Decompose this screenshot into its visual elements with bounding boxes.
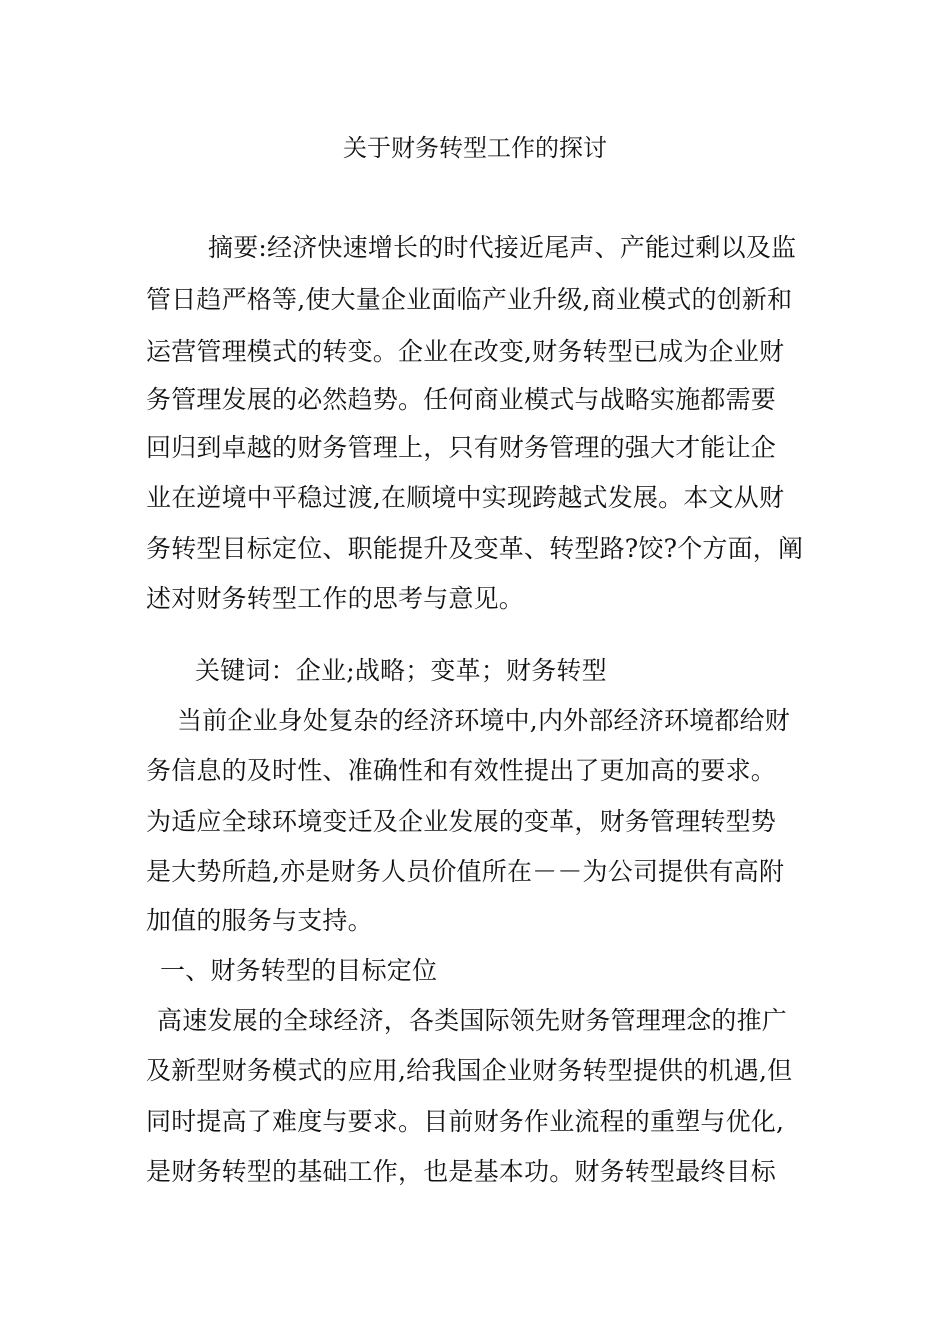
section-line: 是财务转型的基础工作，也是基本功。财务转型最终目标 [146,1157,777,1186]
section-line: 同时提高了难度与要求。目前财务作业流程的重塑与优化, [146,1107,785,1136]
intro-line: 加值的服务与支持。 [146,906,373,935]
abstract-line: 务管理发展的必然趋势。任何商业模式与战略实施都需要 [146,385,777,414]
section-line: 及新型财务模式的应用,给我国企业财务转型提供的机遇,但 [146,1056,793,1085]
abstract-line: 回归到卓越的财务管理上，只有财务管理的强大才能让企 [146,433,777,462]
keywords-line: 关键词：企业;战略；变革；财务转型 [195,656,607,685]
intro-line: 务信息的及时性、准确性和有效性提出了更加高的要求。 [146,756,777,785]
abstract-line: 业在逆境中平稳过渡,在顺境中实现跨越式发展。本文从财 [146,483,785,512]
intro-line: 当前企业身处复杂的经济环境中,内外部经济环境都给财 [177,706,790,735]
abstract-line: 务转型目标定位、职能提升及变革、转型路?饺?个方面，阐 [146,534,804,563]
abstract-line: 述对财务转型工作的思考与意见。 [146,584,525,613]
intro-line: 是大势所趋,亦是财务人员价值所在－－为公司提供有高附 [146,857,785,886]
abstract-line: 摘要:经济快速增长的时代接近尾声、产能过剩以及监 [208,233,797,262]
document-title: 关于财务转型工作的探讨 [343,134,607,162]
section-line: 高速发展的全球经济，各类国际领先财务管理理念的推广 [157,1006,788,1035]
intro-line: 为适应全球环境变迁及企业发展的变革，财务管理转型势 [146,807,777,836]
abstract-line: 管日趋严格等,使大量企业面临产业升级,商业模式的创新和 [146,285,793,314]
section-heading: 一、财务转型的目标定位 [160,956,438,985]
abstract-line: 运营管理模式的转变。企业在改变,财务转型已成为企业财 [146,337,785,366]
